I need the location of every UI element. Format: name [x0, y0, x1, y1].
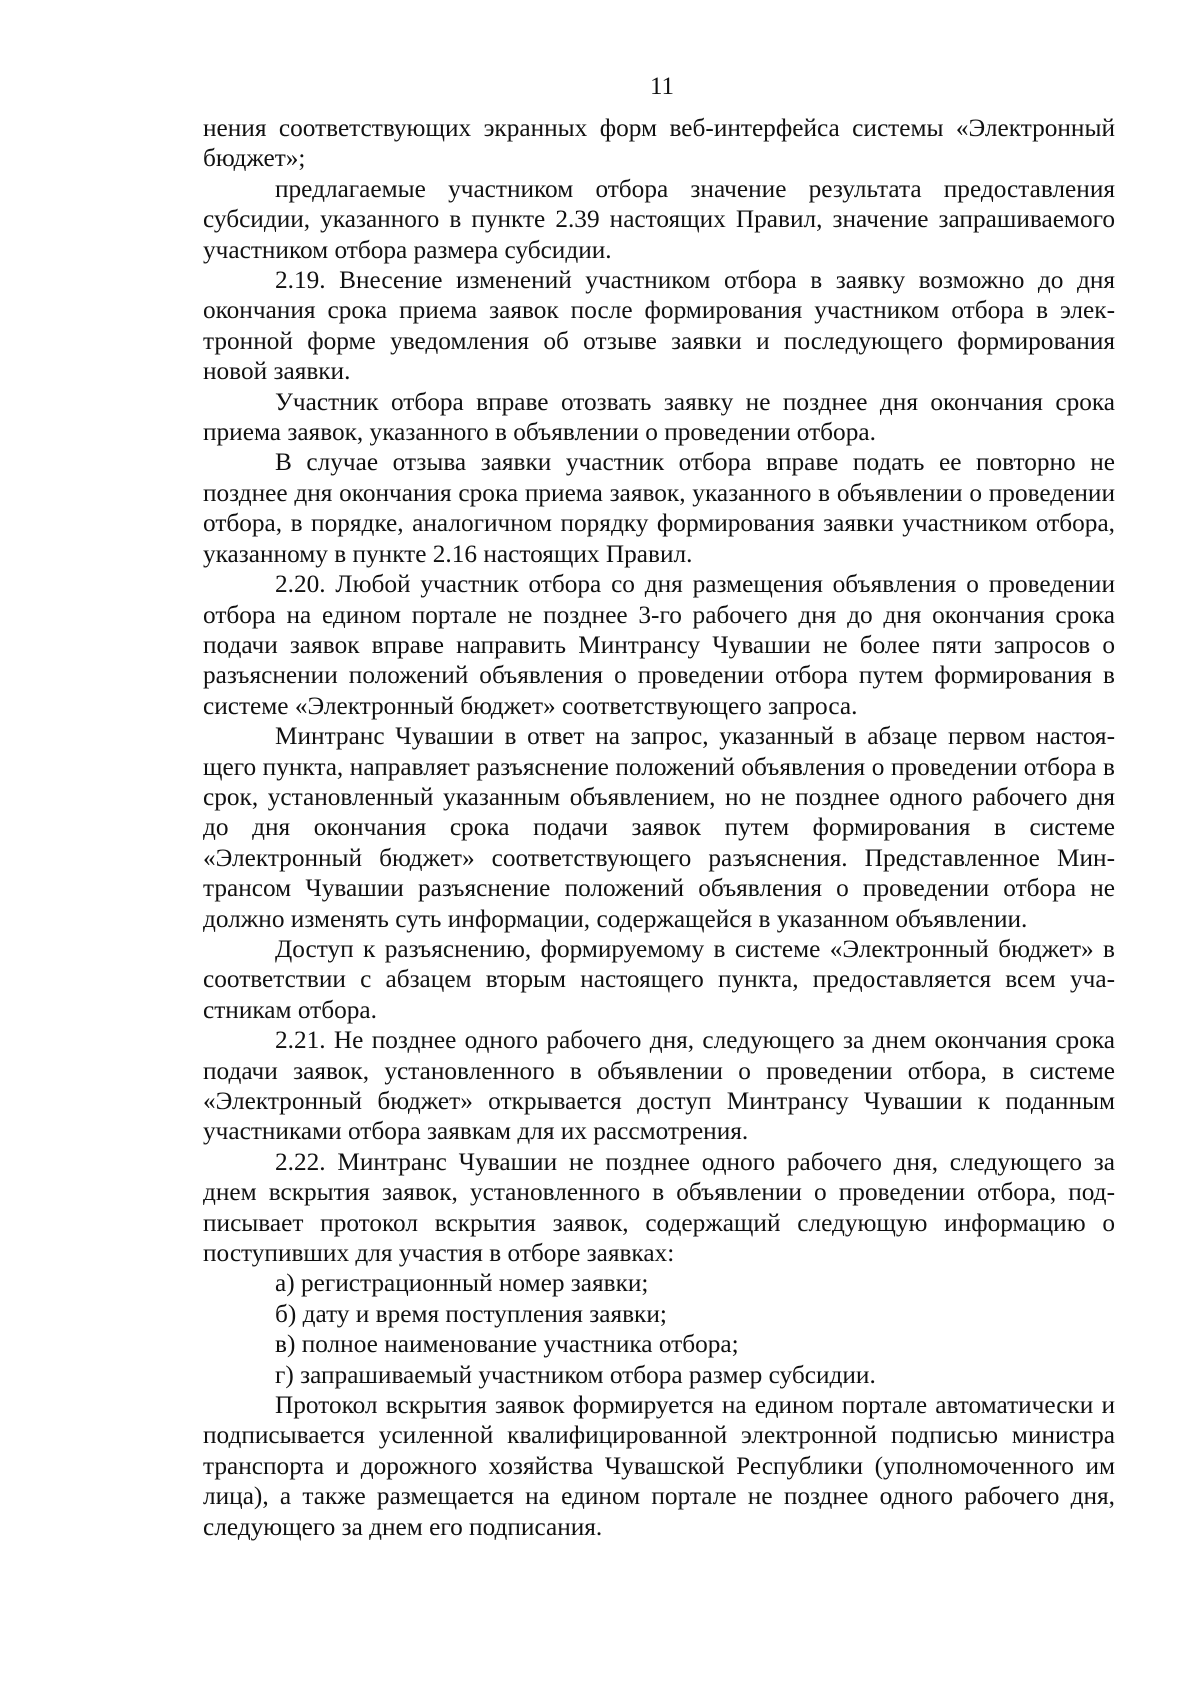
list-item: а) регистрационный номер заявки; [275, 1269, 649, 1298]
paragraph-clause-2-22: 2.22. Минтранс Чувашии не позднее одного рабочего дня, следующего за днем вскрытия заявок, установленного в объявлении о проведении отбора, подписывает протокол вскрытия заявок, содержащий следующую информацию о поступивших для участия в отборе заявках: [203, 1147, 1115, 1268]
paragraph: Доступ к разъяснению, формируемому в системе «Электронный бюджет» в соответствии с абзацем вторым настоящего пункта, предоставляется всем участникам отбора. [203, 934, 1115, 1024]
paragraph: нения соответствующих экранных форм веб-интерфейса системы «Электронный бюджет»; [203, 114, 1115, 173]
paragraph-clause-2-20: 2.20. Любой участник отбора со дня размещения объявления о проведении отбора на едином портале не позднее 3-го рабочего дня до дня окончания срока подачи заявок вправе направить Минтрансу Чувашии не более пяти запросов о разъяснении положений объявления о проведении отбора путем формирования в системе «Электронный бюджет» соответствующего запроса. [203, 570, 1115, 720]
list-item: б) дату и время поступления заявки; [275, 1299, 667, 1328]
paragraph-clause-2-19: 2.19. Внесение изменений участником отбора в заявку возможно до дня окончания срока приема заявок после формирования участником отбора в электронной форме уведомления об отзыве заявки и последующего формирования новой заявки. [203, 266, 1115, 386]
paragraph: В случае отзыва заявки участник отбора вправе подать ее повторно не позднее дня окончания срока приема заявок, указанного в объявлении о проведении отбора, в порядке, аналогичном порядку формирования заявки участником отбора, указанному в пункте 2.16 настоящих Правил. [203, 448, 1115, 568]
paragraph: Протокол вскрытия заявок формируется на едином портале автоматически и подписывается усиленной квалифицированной электронной подписью министра транспорта и дорожного хозяйства Чувашской Республики (уполномоченного им лица), а также размещается на едином портале не позднее одного рабочего дня, следующего за днем его подписания. [203, 1391, 1115, 1541]
paragraph: Участник отбора вправе отозвать заявку не позднее дня окончания срока приема заявок, указанного в объявлении о проведении отбора. [203, 387, 1115, 447]
list-item: г) запрашиваемый участником отбора размер субсидии. [275, 1360, 876, 1389]
list-item: в) полное наименование участника отбора; [275, 1330, 739, 1359]
paragraph: Минтранс Чувашии в ответ на запрос, указанный в абзаце первом настоящего пункта, направляет разъяснение положений объявления о проведении отбора в срок, установленный указанным объявлением, но не позднее одного рабочего дня до дня окончания срока подачи заявок путем формирования в системе «Электронный бюджет» соответствующего разъяснения. Представленное Минтрансом Чувашии разъяснение положений объявления о проведении отбора не должно изменять суть информации, содержащейся в указанном объявлении. [203, 722, 1115, 933]
paragraph-clause-2-21: 2.21. Не позднее одного рабочего дня, следующего за днем окончания срока подачи заявок, установленного в объявлении о проведении отбора, в системе «Электронный бюджет» открывается доступ Минтрансу Чувашии к поданным участниками отбора заявкам для их рассмотрения. [203, 1026, 1115, 1146]
document-body [203, 113, 1115, 1542]
paragraph: предлагаемые участником отбора значение результата предоставления субсидии, указанного в пункте 2.39 настоящих Правил, значение запрашиваемого участником отбора размера субсидии. [203, 174, 1115, 264]
page-number: 11 [649, 73, 675, 100]
